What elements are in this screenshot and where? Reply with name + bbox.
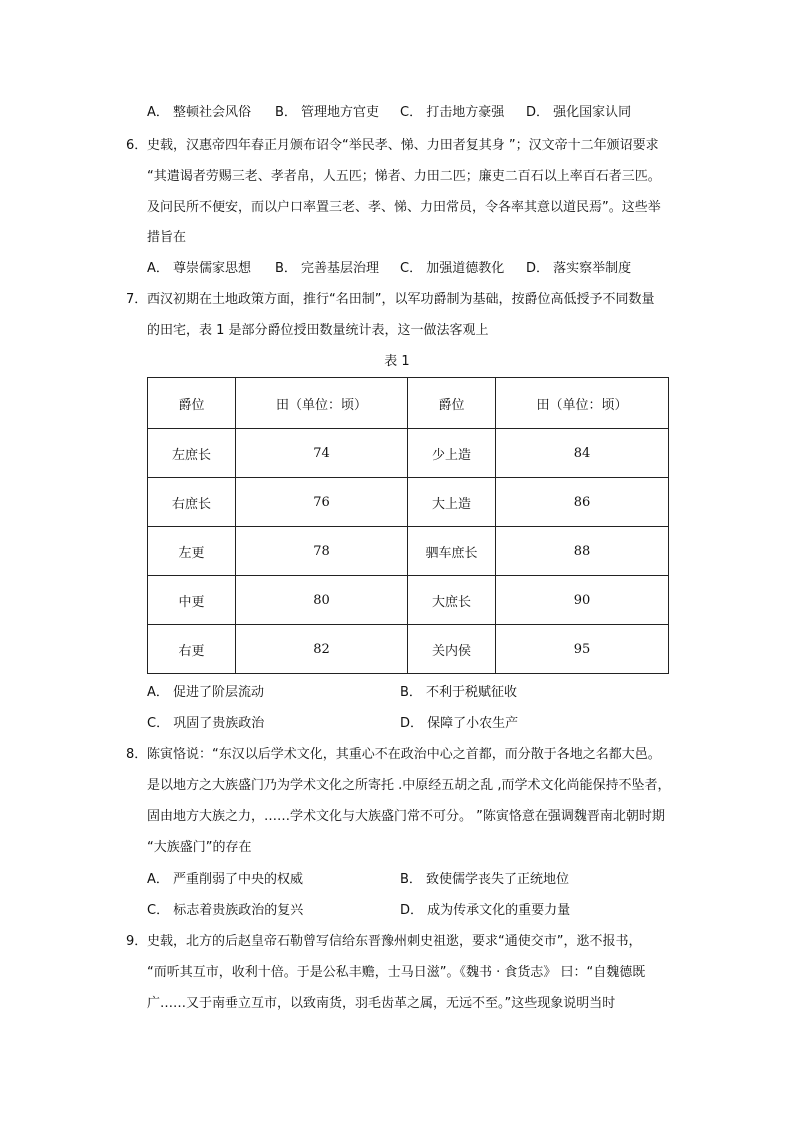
q6-number: 6．: [126, 138, 148, 153]
rank-cell: 左庶长: [148, 429, 236, 478]
q5-option-c: C． 打击地方豪强: [400, 105, 505, 120]
q9-stem-line-1: 史载，北方的后赵皇帝石勒曾写信给东晋豫州刺史祖逖，要求“通使交市”，逖不报书，: [147, 934, 642, 949]
land-cell: 76: [236, 478, 408, 527]
header-land-1: 田（单位：顷）: [236, 378, 408, 429]
q6-option-b: B． 完善基层治理: [275, 261, 380, 276]
q6-stem-line-2: “其遣谒者劳赐三老、孝者帛，人五匹；悌者、力田二匹；廉吏二百石以上率百石者三匹。: [147, 169, 661, 184]
land-cell: 90: [496, 576, 669, 625]
q6-stem-line-4: 措旨在: [147, 230, 187, 245]
q9-stem-line-2: “而听其互市，收利十倍。于是公私丰赡，士马日滋”。《魏书 · 食货志》 曰：“自魏德既: [147, 965, 646, 980]
land-cell: 78: [236, 527, 408, 576]
table-caption: 表 1: [384, 354, 410, 369]
table-row: [148, 625, 669, 674]
q6-stem-line-3: 及问民所不便安，而以户口率置三老、孝、悌、力田常员，令各率其意以道民焉”。这些举: [147, 200, 661, 215]
land-cell: 88: [496, 527, 669, 576]
q8-stem-line-2: 是以地方之大族盛门乃为学术文化之所寄托 .中原经五胡之乱 ,而学术文化尚能保持不坠者，: [147, 778, 671, 793]
land-cell: 74: [236, 429, 408, 478]
q7-option-b: B． 不利于税赋征收: [400, 685, 518, 700]
q8-number: 8．: [126, 747, 148, 762]
q8-option-c: C． 标志着贵族政治的复兴: [147, 903, 304, 918]
q9-stem-line-3: 广……又于南垂立互市，以致南货，羽毛齿革之属，无远不至。”这些现象说明当时: [147, 996, 616, 1011]
q8-option-a: A． 严重削弱了中央的权威: [147, 872, 304, 887]
table-row: [148, 576, 669, 625]
rank-cell: 中更: [148, 576, 236, 625]
q8-option-b: B． 致使儒学丧失了正统地位: [400, 872, 570, 887]
header-land-2: 田（单位：顷）: [496, 378, 669, 429]
q9-number: 9．: [126, 934, 148, 949]
q7-option-c: C． 巩固了贵族政治: [147, 716, 265, 731]
q7-option-a: A． 促进了阶层流动: [147, 685, 265, 700]
table-row: [148, 478, 669, 527]
q6-option-c: C． 加强道德教化: [400, 261, 505, 276]
header-rank-2: 爵位: [408, 378, 496, 429]
q8-stem-line-3: 固由地方大族之力，……学术文化与大族盛门常不可分。 ”陈寅恪意在强调魏晋南北朝时期: [147, 809, 665, 824]
land-cell: 82: [236, 625, 408, 674]
rank-cell: 驷车庶长: [408, 527, 496, 576]
q5-option-d: D． 强化国家认同: [526, 105, 632, 120]
header-rank-1: 爵位: [148, 378, 236, 429]
q6-option-d: D． 落实察举制度: [526, 261, 632, 276]
q8-stem-line-4: “大族盛门”的存在: [147, 840, 252, 855]
q8-option-d: D． 成为传承文化的重要力量: [400, 903, 571, 918]
rank-cell: 大上造: [408, 478, 496, 527]
q5-option-a: A． 整顿社会风俗: [147, 105, 252, 120]
rank-cell: 少上造: [408, 429, 496, 478]
land-cell: 86: [496, 478, 669, 527]
rank-cell: 大庶长: [408, 576, 496, 625]
land-cell: 95: [496, 625, 669, 674]
table-row: [148, 429, 669, 478]
q8-stem-line-1: 陈寅恪说：“东汉以后学术文化，其重心不在政治中心之首都，而分散于各地之名都大邑。: [147, 747, 661, 762]
q7-stem-line-1: 西汉初期在土地政策方面，推行“名田制”，以军功爵制为基础，按爵位高低授予不同数量: [147, 292, 655, 307]
rank-cell: 右庶长: [148, 478, 236, 527]
rank-cell: 关内侯: [408, 625, 496, 674]
q7-number: 7．: [126, 292, 148, 307]
land-cell: 80: [236, 576, 408, 625]
q7-option-d: D． 保障了小农生产: [400, 716, 519, 731]
rank-cell: 右更: [148, 625, 236, 674]
q5-option-b: B． 管理地方官吏: [275, 105, 380, 120]
table-row: [148, 527, 669, 576]
q6-stem-line-1: 史载，汉惠帝四年春正月颁布诏令“举民孝、悌、力田者复其身 ”；汉文帝十二年颁诏要求: [147, 138, 659, 153]
land-cell: 84: [496, 429, 669, 478]
q6-option-a: A． 尊崇儒家思想: [147, 261, 252, 276]
rank-land-table: [147, 377, 669, 674]
rank-cell: 左更: [148, 527, 236, 576]
q7-stem-line-2: 的田宅，表 1 是部分爵位授田数量统计表，这一做法客观上: [147, 323, 489, 338]
table-header-row: [148, 378, 669, 429]
